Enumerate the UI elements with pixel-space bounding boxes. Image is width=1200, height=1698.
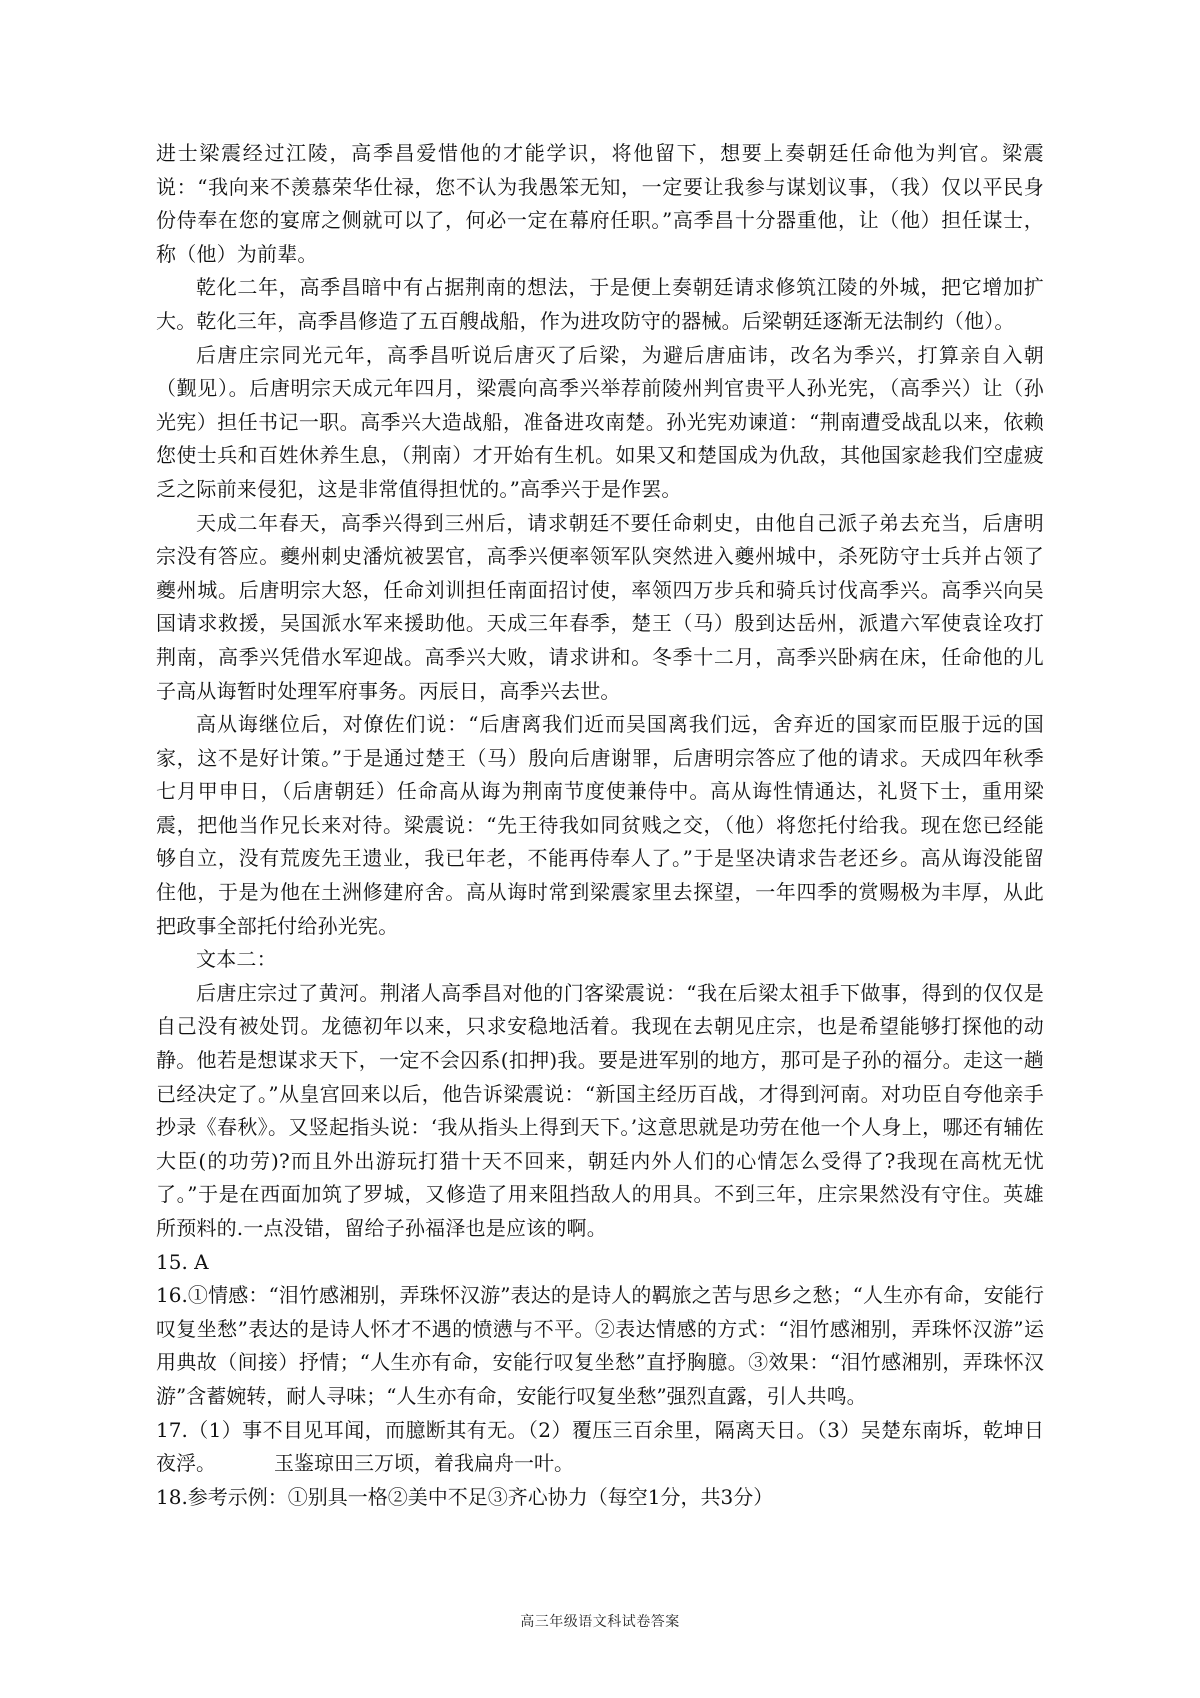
answer-17 — [156, 1414, 1044, 1481]
document-body — [156, 137, 1044, 1514]
answer-17-part2: 玉鉴琼田三万顷，着我扁舟一叶。 — [274, 1451, 574, 1476]
answer-18: 18.参考示例：①别具一格②美中不足③齐心协力（每空1分，共3分） — [156, 1484, 774, 1509]
section-heading-text-two: 文本二： — [196, 947, 277, 972]
paragraph-gao-conghui: 高从诲继位后，对僚佐们说：“后唐离我们近而吴国离我们远，舍弃近的国家而臣服于远的国家，这不是好计策。”于是通过楚王（马）殷向后唐谢罪，后唐明宗答应了他的请求。天成四年秋季七月甲申日，（后唐朝廷）任命高从诲为荆南节度使兼侍中。高从诲性情通达，礼贤下士，重用梁震，把他当作兄长来对待。梁震说：“先王待我如同贫贱之交，（他）将您托付给我。现在您已经能够自立，没有荒废先王遗业，我已年老，不能再侍奉人了。”于是坚决请求告老还乡。高从诲没能留住他，于是为他在土洲修建府舍。高从诲时常到梁震家里去探望，一年四季的赏赐极为丰厚，从此把政事全部托付给孙光宪。 — [156, 712, 1044, 938]
paragraph-qianhua-years: 乾化二年，高季昌暗中有占据荆南的想法，于是便上奏朝廷请求修筑江陵的外城，把它增加扩大。乾化三年，高季昌修造了五百艘战船，作为进攻防守的器械。后梁朝廷逐渐无法制约（他）。 — [156, 275, 1044, 333]
paragraph-text-two: 后唐庄宗过了黄河。荆渚人高季昌对他的门客梁震说：“我在后梁太祖手下做事，得到的仅仅是自己没有被处罚。龙德初年以来，只求安稳地活着。我现在去朝见庄宗，也是希望能够打探他的动静。他若是想谋求天下，一定不会囚系(扣押)我。要是进军别的地方，那可是子孙的福分。走这一趟已经决定了。”从皇宫回来以后，他告诉梁震说：“新国主经历百战，才得到河南。对功臣自夸他亲手抄录《春秋》。又竖起指头说：‘我从指头上得到天下。’这意思就是功劳在他一个人身上，哪还有辅佐大臣(的功劳)?而且外出游玩打猎十天不回来，朝廷内外人们的心情怎么受得了?我现在高枕无忧了。”于是在西面加筑了罗城，又修造了用来阻挡敌人的用具。不到三年，庄宗果然没有守住。英雄所预料的.一点没错，留给子孙福泽也是应该的啊。 — [156, 980, 1044, 1240]
page-footer: 高三年级语文科试卷答案 — [520, 1614, 680, 1630]
paragraph-tongguang-year: 后唐庄宗同光元年，高季昌听说后唐灭了后梁，为避后唐庙讳，改名为季兴，打算亲自入朝（觐见）。后唐明宗天成元年四月，梁震向高季兴举荐前陵州判官贵平人孙光宪，（高季兴）让（孙光宪）担任书记一职。高季兴大造战船，准备进攻南楚。孙光宪劝谏道：“荆南遭受战乱以来，依赖您使士兵和百姓休养生息，（荆南）才开始有生机。如果又和楚国成为仇敌，其他国家趁我们空虚疲乏之际前来侵犯，这是非常值得担忧的。”高季兴于是作罢。 — [156, 342, 1044, 501]
answer-16: 16.①情感：“泪竹感湘别，弄珠怀汉游”表达的是诗人的羁旅之苦与思乡之愁；“人生亦有命，安能行叹复坐愁”表达的是诗人怀才不遇的愤懑与不平。②表达情感的方式：“泪竹感湘别，弄珠怀汉游”运用典故（间接）抒情；“人生亦有命，安能行叹复坐愁”直抒胸臆。③效果：“泪竹感湘别，弄珠怀汉游”含蓄婉转，耐人寻味；“人生亦有命，安能行叹复坐愁”强烈直露，引人共鸣。 — [156, 1283, 1044, 1408]
answer-17-part1: 17.（1）事不目见耳闻，而臆断其有无。（2）覆压三百余里，隔离天日。（3）吴楚东南坼，乾坤日夜浮。 — [156, 1417, 1044, 1476]
answer-15: 15. A — [156, 1249, 209, 1274]
paragraph-liang-zhen-intro: 进士梁震经过江陵，高季昌爱惜他的才能学识，将他留下，想要上奏朝廷任命他为判官。梁震说：“我向来不羡慕荣华仕禄，您不认为我愚笨无知，一定要让我参与谋划议事，（我）仅以平民身份侍奉在您的宴席之侧就可以了，何必一定在幕府任职。”高季昌十分器重他，让（他）担任谋士，称（他）为前辈。 — [156, 141, 1044, 266]
paragraph-tiancheng-years: 天成二年春天，高季兴得到三州后，请求朝廷不要任命刺史，由他自己派子弟去充当，后唐明宗没有答应。夔州刺史潘炕被罢官，高季兴便率领军队突然进入夔州城中，杀死防守士兵并占领了夔州城。后唐明宗大怒，任命刘训担任南面招讨使，率领四万步兵和骑兵讨伐高季兴。高季兴向吴国请求救援，吴国派水军来援助他。天成三年春季，楚王（马）殷到达岳州，派遣六军使袁诠攻打荆南，高季兴凭借水军迎战。高季兴大败，请求讲和。冬季十二月，高季兴卧病在床，任命他的儿子高从诲暂时处理军府事务。丙辰日，高季兴去世。 — [156, 510, 1044, 703]
